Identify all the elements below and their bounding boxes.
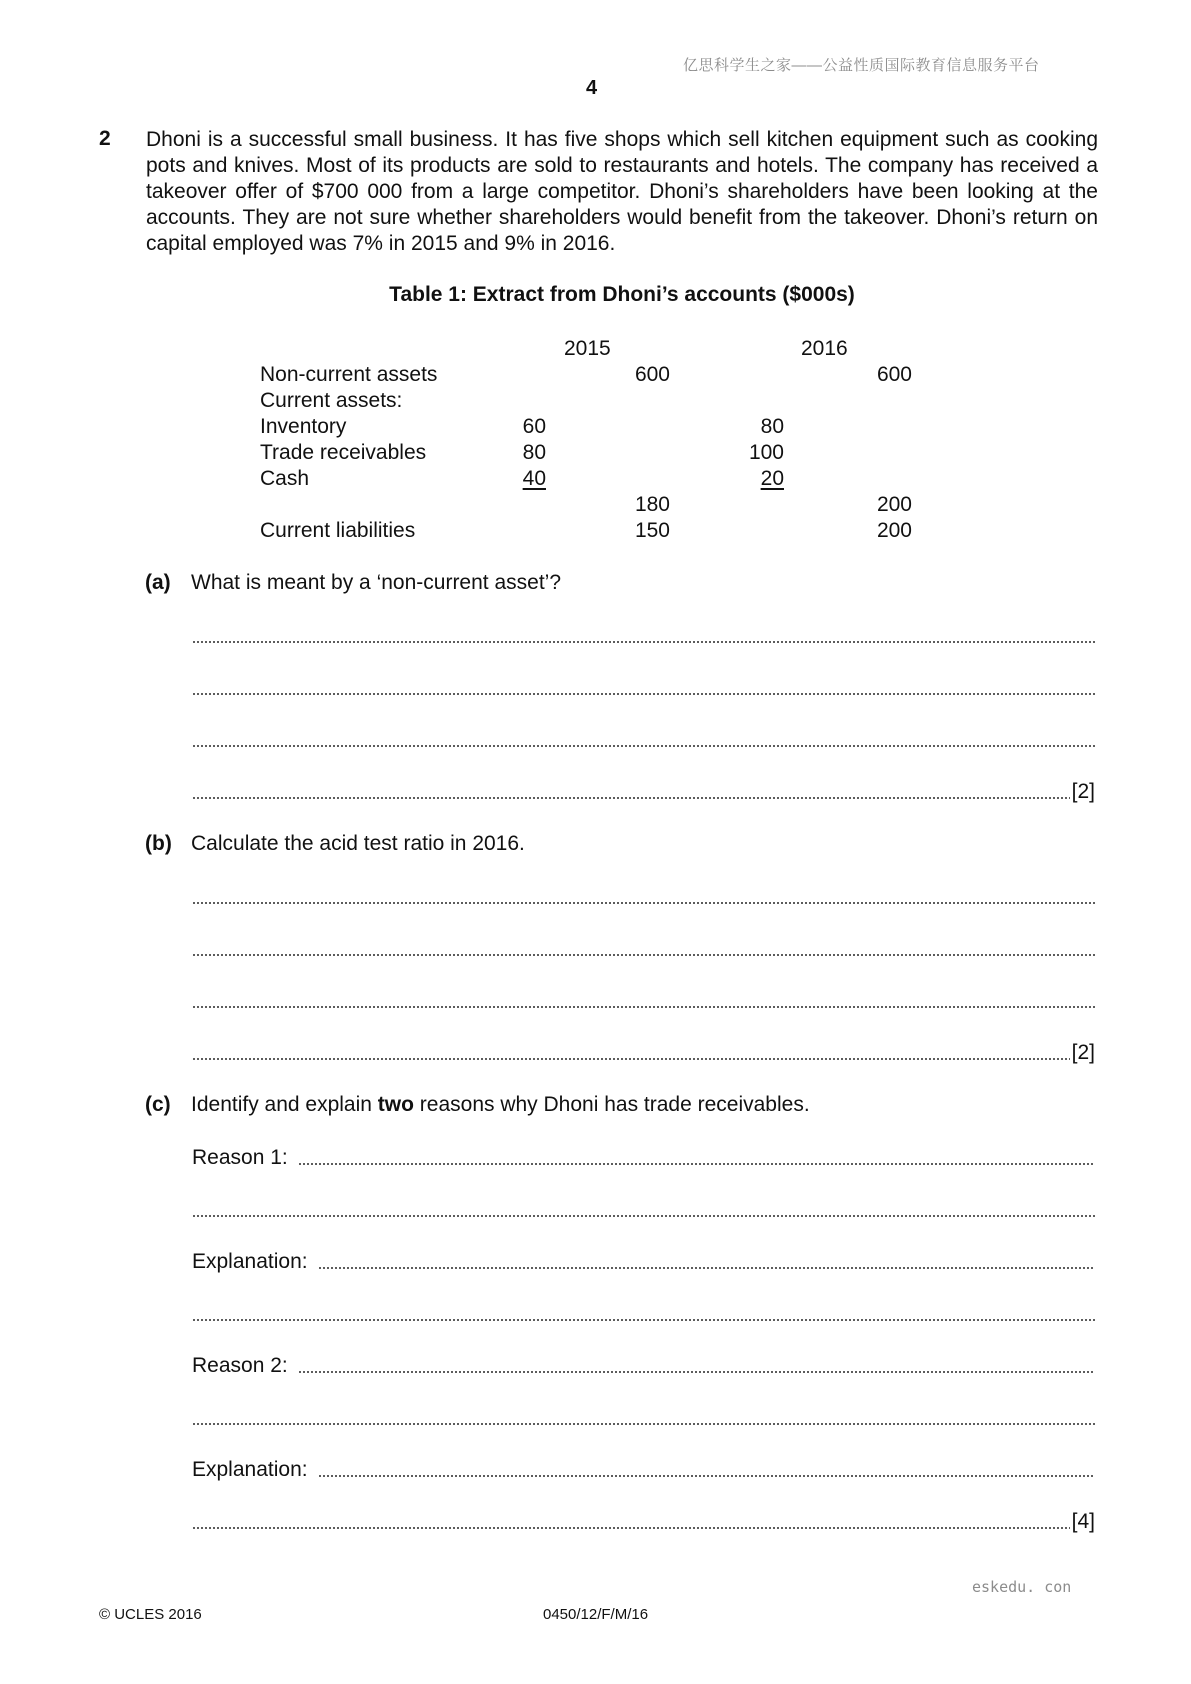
part-c-label: (c): [145, 1093, 171, 1116]
cell-inventory-2015: 60: [522, 415, 546, 438]
question-number: 2: [99, 127, 111, 150]
part-b-question: Calculate the acid test ratio in 2016.: [191, 832, 525, 855]
answer-line-a1[interactable]: [192, 623, 1095, 649]
explanation-1-line[interactable]: [192, 1249, 1095, 1275]
part-c-question-pre: Identify and explain: [191, 1093, 378, 1116]
reason-2-line[interactable]: [192, 1353, 1095, 1379]
cell-current-liabilities-2015: 150: [634, 519, 670, 542]
footer-watermark: eskedu. con: [972, 1578, 1072, 1596]
table-title: Table 1: Extract from Dhoni’s accounts ($000s): [389, 283, 855, 306]
answer-line-b2[interactable]: [192, 936, 1095, 962]
part-c-marks: [4]: [1071, 1510, 1095, 1533]
intro-text: Dhoni is a successful small business. It has five shops which sell kitchen equipment such as cooking pots and knives. Most of its products are sold to restaurants and hotels. The company has received a takeover offer of $700 000 from a large competitor. Dhoni’s shareholders have been looking at the accounts. They are not sure whether shareholders would benefit from the takeover. Dhoni’s return on capital employed was 7% in 2015 and 9% in 2016.: [146, 128, 1098, 255]
part-a-marks: [2]: [1071, 780, 1095, 803]
cell-current-assets-total-2015: 180: [634, 493, 670, 516]
row-label-cash: Cash: [260, 467, 310, 490]
part-c-question-post: reasons why Dhoni has trade receivables.: [413, 1093, 810, 1116]
answer-line-a3[interactable]: [192, 727, 1095, 753]
page-number: 4: [586, 77, 598, 99]
answer-line-b3[interactable]: [192, 988, 1095, 1014]
reason-1-line-2[interactable]: [192, 1197, 1095, 1223]
explanation-2-line[interactable]: [192, 1457, 1095, 1483]
part-b-marks: [2]: [1071, 1041, 1095, 1064]
reason-2-line-2[interactable]: [192, 1405, 1095, 1431]
part-c-question-bold: two: [377, 1093, 414, 1116]
cell-cash-2015: 40: [522, 467, 546, 490]
part-a-question: What is meant by a ‘non-current asset’?: [191, 571, 562, 594]
cell-current-assets-total-2016: 200: [876, 493, 912, 516]
year-header-2015: 2015: [564, 337, 611, 360]
part-b-label: (b): [145, 832, 172, 855]
part-c-question: [191, 1093, 810, 1117]
part-a-label: (a): [145, 571, 171, 594]
reason-1-label: Reason 1:: [192, 1146, 288, 1169]
reason-1-line[interactable]: [192, 1145, 1095, 1171]
cell-current-liabilities-2016: 200: [876, 519, 912, 542]
question-intro: [146, 127, 1098, 257]
answer-line-a4[interactable]: [192, 779, 1095, 805]
cell-inventory-2016: 80: [760, 415, 784, 438]
row-label-non-current-assets: Non-current assets: [260, 363, 438, 386]
cell-receivables-2016: 100: [748, 441, 784, 464]
reason-2-label: Reason 2:: [192, 1354, 288, 1377]
cell-cash-2016: 20: [760, 467, 784, 490]
explanation-1-line-2[interactable]: [192, 1301, 1095, 1327]
row-label-trade-receivables: Trade receivables: [260, 441, 427, 464]
cell-receivables-2015: 80: [522, 441, 546, 464]
row-label-current-assets: Current assets:: [260, 389, 403, 412]
row-label-current-liabilities: Current liabilities: [260, 519, 416, 542]
row-label-inventory: Inventory: [260, 415, 347, 438]
answer-line-a2[interactable]: [192, 675, 1095, 701]
header-watermark: 亿思科学生之家——公益性质国际教育信息服务平台: [683, 57, 1040, 74]
footer-paper-code: 0450/12/F/M/16: [543, 1606, 649, 1623]
footer-copyright: © UCLES 2016: [99, 1606, 202, 1623]
cell-nca-2016: 600: [876, 363, 912, 386]
answer-line-b4[interactable]: [192, 1040, 1095, 1066]
answer-line-b1[interactable]: [192, 884, 1095, 910]
explanation-2-line-2[interactable]: [192, 1509, 1095, 1535]
cell-nca-2015: 600: [634, 363, 670, 386]
explanation-1-label: Explanation:: [192, 1250, 308, 1273]
year-header-2016: 2016: [801, 337, 848, 360]
explanation-2-label: Explanation:: [192, 1458, 308, 1481]
